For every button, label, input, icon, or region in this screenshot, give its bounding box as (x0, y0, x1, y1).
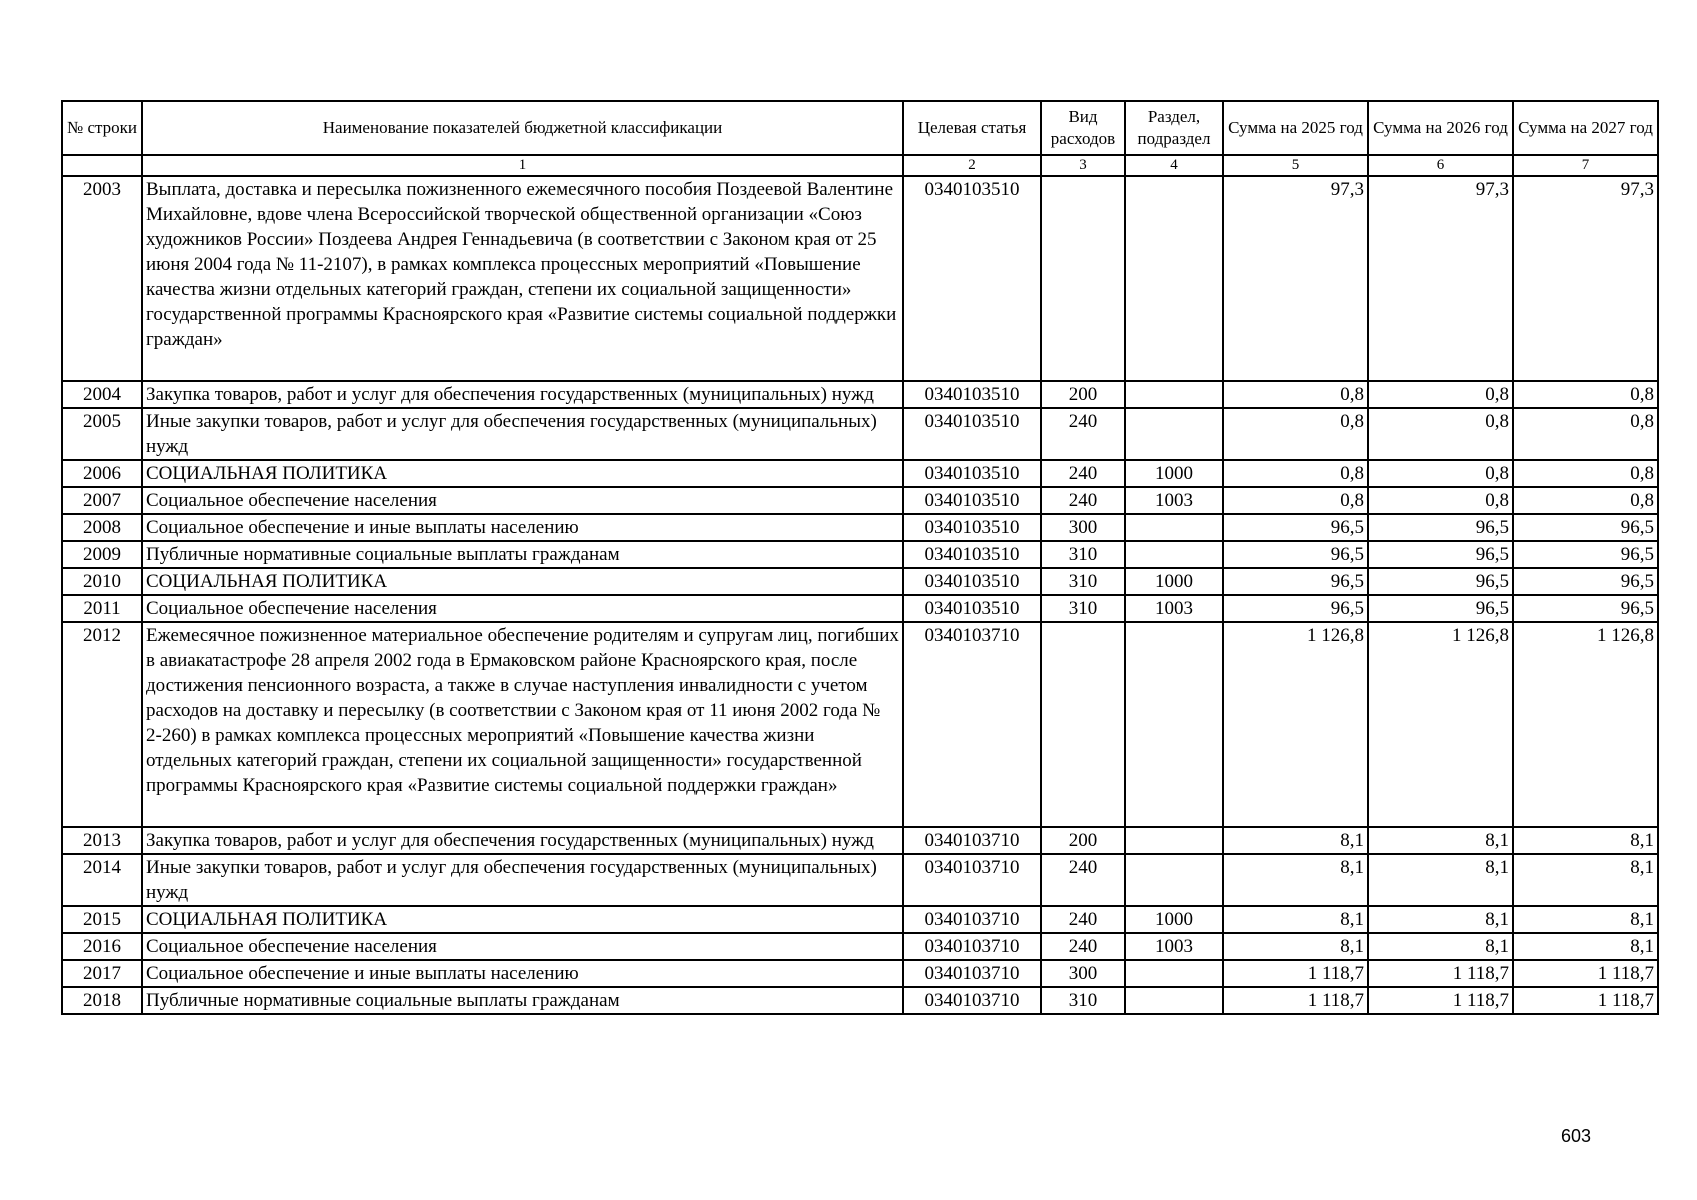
row-sum-2026-cell: 0,8 (1368, 487, 1513, 514)
row-sum-2025-cell: 96,5 (1223, 595, 1368, 622)
row-target-article-cell: 0340103510 (903, 487, 1041, 514)
header-sum-2027: Сумма на 2027 год (1513, 101, 1658, 155)
row-expense-type-cell: 310 (1041, 595, 1125, 622)
column-number: 2 (903, 155, 1041, 176)
row-section-cell (1125, 381, 1223, 408)
row-sum-2026-cell: 96,5 (1368, 514, 1513, 541)
row-expense-type-cell: 310 (1041, 568, 1125, 595)
column-number (62, 155, 142, 176)
table-row (62, 854, 1658, 906)
header-section: Раздел, подраздел (1125, 101, 1223, 155)
header-target-article: Целевая статья (903, 101, 1041, 155)
row-sum-2027-cell: 97,3 (1513, 176, 1658, 381)
row-number-cell: 2003 (62, 176, 142, 381)
row-section-cell: 1000 (1125, 906, 1223, 933)
row-name-cell: Закупка товаров, работ и услуг для обеспечения государственных (муниципальных) нужд (142, 827, 903, 854)
row-section-cell: 1003 (1125, 933, 1223, 960)
row-sum-2026-cell: 0,8 (1368, 460, 1513, 487)
row-expense-type-cell: 240 (1041, 933, 1125, 960)
row-number-cell: 2012 (62, 622, 142, 827)
row-sum-2026-cell: 96,5 (1368, 568, 1513, 595)
row-sum-2027-cell: 1 118,7 (1513, 987, 1658, 1014)
row-target-article-cell: 0340103510 (903, 381, 1041, 408)
table-header (62, 101, 1658, 176)
row-number-cell: 2017 (62, 960, 142, 987)
row-number-cell: 2014 (62, 854, 142, 906)
row-section-cell (1125, 622, 1223, 827)
row-sum-2025-cell: 1 126,8 (1223, 622, 1368, 827)
row-sum-2025-cell: 0,8 (1223, 408, 1368, 460)
header-expense-type: Вид расходов (1041, 101, 1125, 155)
column-number: 7 (1513, 155, 1658, 176)
row-name-cell: Социальное обеспечение населения (142, 595, 903, 622)
row-number-cell: 2010 (62, 568, 142, 595)
table-row (62, 827, 1658, 854)
table-row (62, 487, 1658, 514)
row-name-cell: Публичные нормативные социальные выплаты гражданам (142, 541, 903, 568)
row-number-cell: 2006 (62, 460, 142, 487)
row-sum-2025-cell: 1 118,7 (1223, 987, 1368, 1014)
column-number: 1 (142, 155, 903, 176)
row-expense-type-cell: 240 (1041, 854, 1125, 906)
row-name-cell: Ежемесячное пожизненное материальное обеспечение родителям и супругам лиц, погибших в авиакатастрофе 28 апреля 2002 года в Ермаковском районе Красноярского края, после достижения пенсионного возраста, а также в случае наступления инвалидности с учетом расходов на доставку и пересылку (в соответствии с Законом края от 11 июня 2002 года № 2-260) в рамках комплекса процессных мероприятий «Повышение качества жизни отдельных категорий граждан, степени их социальной защищенности» государственной программы Красноярского края «Развитие системы социальной поддержки граждан» (142, 622, 903, 827)
row-expense-type-cell (1041, 622, 1125, 827)
row-target-article-cell: 0340103710 (903, 960, 1041, 987)
row-sum-2026-cell: 1 118,7 (1368, 960, 1513, 987)
budget-table (61, 100, 1659, 1015)
row-number-cell: 2004 (62, 381, 142, 408)
row-target-article-cell: 0340103510 (903, 541, 1041, 568)
row-name-cell: Социальное обеспечение и иные выплаты населению (142, 514, 903, 541)
row-target-article-cell: 0340103710 (903, 622, 1041, 827)
row-number-cell: 2011 (62, 595, 142, 622)
row-sum-2027-cell: 8,1 (1513, 827, 1658, 854)
header-sum-2025: Сумма на 2025 год (1223, 101, 1368, 155)
row-target-article-cell: 0340103710 (903, 933, 1041, 960)
row-sum-2026-cell: 8,1 (1368, 854, 1513, 906)
row-sum-2025-cell: 8,1 (1223, 933, 1368, 960)
table-row (62, 960, 1658, 987)
row-target-article-cell: 0340103710 (903, 906, 1041, 933)
row-sum-2025-cell: 8,1 (1223, 906, 1368, 933)
row-sum-2026-cell: 96,5 (1368, 541, 1513, 568)
table-row (62, 595, 1658, 622)
row-sum-2025-cell: 1 118,7 (1223, 960, 1368, 987)
header-name: Наименование показателей бюджетной классификации (142, 101, 903, 155)
row-section-cell: 1003 (1125, 595, 1223, 622)
row-sum-2027-cell: 0,8 (1513, 381, 1658, 408)
row-name-cell: Публичные нормативные социальные выплаты гражданам (142, 987, 903, 1014)
row-sum-2026-cell: 8,1 (1368, 906, 1513, 933)
row-expense-type-cell: 200 (1041, 381, 1125, 408)
row-section-cell: 1000 (1125, 460, 1223, 487)
row-expense-type-cell (1041, 176, 1125, 381)
row-number-cell: 2009 (62, 541, 142, 568)
table-row (62, 408, 1658, 460)
row-target-article-cell: 0340103510 (903, 568, 1041, 595)
row-name-cell: СОЦИАЛЬНАЯ ПОЛИТИКА (142, 460, 903, 487)
row-sum-2025-cell: 97,3 (1223, 176, 1368, 381)
row-sum-2027-cell: 8,1 (1513, 854, 1658, 906)
page-number: 603 (1560, 1126, 1591, 1146)
row-name-cell: СОЦИАЛЬНАЯ ПОЛИТИКА (142, 906, 903, 933)
row-sum-2027-cell: 0,8 (1513, 487, 1658, 514)
row-sum-2027-cell: 1 126,8 (1513, 622, 1658, 827)
row-sum-2025-cell: 8,1 (1223, 854, 1368, 906)
row-sum-2025-cell: 8,1 (1223, 827, 1368, 854)
row-expense-type-cell: 310 (1041, 987, 1125, 1014)
row-sum-2026-cell: 97,3 (1368, 176, 1513, 381)
column-number: 6 (1368, 155, 1513, 176)
row-sum-2027-cell: 96,5 (1513, 568, 1658, 595)
row-target-article-cell: 0340103710 (903, 854, 1041, 906)
row-target-article-cell: 0340103510 (903, 408, 1041, 460)
table-row (62, 514, 1658, 541)
row-expense-type-cell: 310 (1041, 541, 1125, 568)
row-name-cell: Социальное обеспечение и иные выплаты населению (142, 960, 903, 987)
row-sum-2027-cell: 8,1 (1513, 906, 1658, 933)
table-row (62, 933, 1658, 960)
row-target-article-cell: 0340103510 (903, 514, 1041, 541)
row-name-cell: Социальное обеспечение населения (142, 933, 903, 960)
row-number-cell: 2005 (62, 408, 142, 460)
table-row (62, 460, 1658, 487)
row-sum-2025-cell: 0,8 (1223, 460, 1368, 487)
table-row (62, 541, 1658, 568)
row-number-cell: 2018 (62, 987, 142, 1014)
table-row (62, 987, 1658, 1014)
row-expense-type-cell: 300 (1041, 514, 1125, 541)
row-sum-2026-cell: 0,8 (1368, 408, 1513, 460)
row-sum-2026-cell: 1 126,8 (1368, 622, 1513, 827)
row-target-article-cell: 0340103510 (903, 595, 1041, 622)
row-sum-2026-cell: 96,5 (1368, 595, 1513, 622)
row-expense-type-cell: 240 (1041, 408, 1125, 460)
row-name-cell: СОЦИАЛЬНАЯ ПОЛИТИКА (142, 568, 903, 595)
row-section-cell (1125, 960, 1223, 987)
row-expense-type-cell: 300 (1041, 960, 1125, 987)
row-target-article-cell: 0340103510 (903, 460, 1041, 487)
header-sum-2026: Сумма на 2026 год (1368, 101, 1513, 155)
row-expense-type-cell: 240 (1041, 487, 1125, 514)
row-name-cell: Социальное обеспечение населения (142, 487, 903, 514)
table-row (62, 568, 1658, 595)
row-expense-type-cell: 240 (1041, 906, 1125, 933)
row-name-cell: Закупка товаров, работ и услуг для обеспечения государственных (муниципальных) нужд (142, 381, 903, 408)
row-sum-2027-cell: 96,5 (1513, 514, 1658, 541)
table-row (62, 176, 1658, 381)
table-row (62, 622, 1658, 827)
table-row (62, 906, 1658, 933)
row-target-article-cell: 0340103710 (903, 987, 1041, 1014)
row-number-cell: 2016 (62, 933, 142, 960)
row-target-article-cell: 0340103710 (903, 827, 1041, 854)
row-section-cell: 1003 (1125, 487, 1223, 514)
header-row-number: № строки (62, 101, 142, 155)
row-section-cell (1125, 987, 1223, 1014)
row-number-cell: 2008 (62, 514, 142, 541)
row-sum-2025-cell: 96,5 (1223, 541, 1368, 568)
row-section-cell (1125, 827, 1223, 854)
row-sum-2027-cell: 96,5 (1513, 541, 1658, 568)
row-sum-2027-cell: 0,8 (1513, 460, 1658, 487)
row-sum-2027-cell: 96,5 (1513, 595, 1658, 622)
row-sum-2025-cell: 96,5 (1223, 514, 1368, 541)
row-sum-2025-cell: 96,5 (1223, 568, 1368, 595)
row-sum-2025-cell: 0,8 (1223, 381, 1368, 408)
column-number: 5 (1223, 155, 1368, 176)
row-sum-2027-cell: 1 118,7 (1513, 960, 1658, 987)
row-sum-2026-cell: 8,1 (1368, 933, 1513, 960)
row-section-cell (1125, 514, 1223, 541)
row-section-cell (1125, 854, 1223, 906)
row-sum-2027-cell: 8,1 (1513, 933, 1658, 960)
row-name-cell: Выплата, доставка и пересылка пожизненного ежемесячного пособия Поздеевой Валентине Михайловне, вдове члена Всероссийской творческой общественной организации «Союз художников России» Поздеева Андрея Геннадьевича (в соответствии с Законом края от 25 июня 2004 года № 11-2107), в рамках комплекса процессных мероприятий «Повышение качества жизни отдельных категорий граждан, степени их социальной защищенности» государственной программы Красноярского края «Развитие системы социальной поддержки граждан» (142, 176, 903, 381)
table-body (62, 176, 1658, 1014)
row-section-cell: 1000 (1125, 568, 1223, 595)
row-expense-type-cell: 200 (1041, 827, 1125, 854)
row-number-cell: 2013 (62, 827, 142, 854)
row-section-cell (1125, 408, 1223, 460)
row-sum-2027-cell: 0,8 (1513, 408, 1658, 460)
column-numbers-row (62, 155, 1658, 176)
row-sum-2025-cell: 0,8 (1223, 487, 1368, 514)
row-sum-2026-cell: 8,1 (1368, 827, 1513, 854)
column-number: 3 (1041, 155, 1125, 176)
row-number-cell: 2015 (62, 906, 142, 933)
row-sum-2026-cell: 0,8 (1368, 381, 1513, 408)
table-row (62, 381, 1658, 408)
row-section-cell (1125, 541, 1223, 568)
column-number: 4 (1125, 155, 1223, 176)
row-sum-2026-cell: 1 118,7 (1368, 987, 1513, 1014)
row-section-cell (1125, 176, 1223, 381)
row-number-cell: 2007 (62, 487, 142, 514)
row-name-cell: Иные закупки товаров, работ и услуг для обеспечения государственных (муниципальных) нужд (142, 408, 903, 460)
row-expense-type-cell: 240 (1041, 460, 1125, 487)
row-name-cell: Иные закупки товаров, работ и услуг для обеспечения государственных (муниципальных) нужд (142, 854, 903, 906)
row-target-article-cell: 0340103510 (903, 176, 1041, 381)
